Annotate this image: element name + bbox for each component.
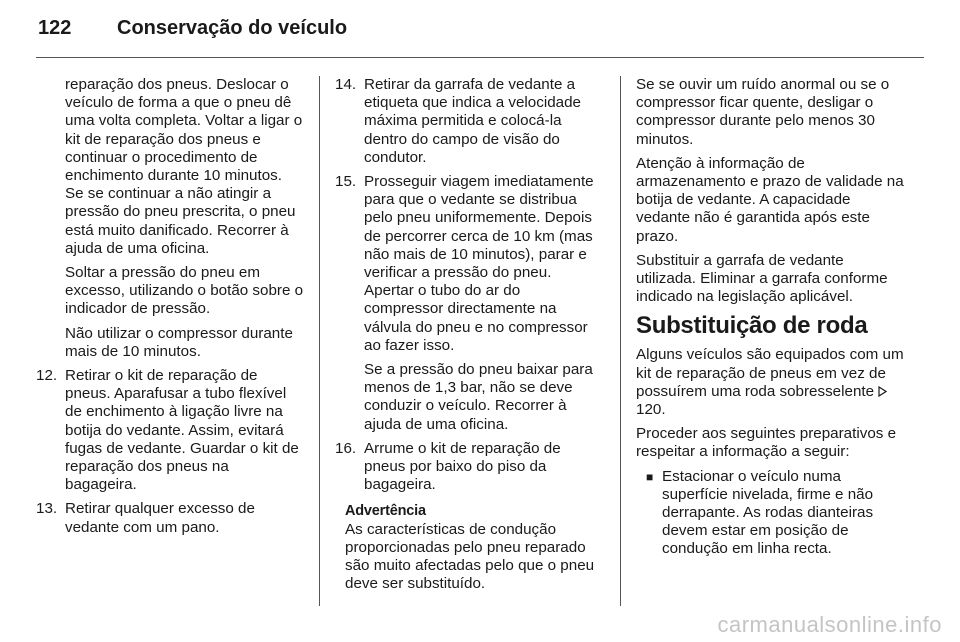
list-text: Retirar qualquer excesso de vedante com um pano. xyxy=(65,500,255,536)
paragraph: Proceder aos seguintes preparativos e respeitar a informação a seguir: xyxy=(636,425,897,461)
paragraph: Se a pressão do pneu baixar para menos de 1,3 bar, não se deve conduzir o veículo. Recorrer à ajuda de uma oficina. xyxy=(364,361,593,433)
list-item xyxy=(335,440,603,495)
bullet-square-icon: ■ xyxy=(646,469,654,484)
list-item xyxy=(335,76,603,167)
bullet-text: Estacionar o veículo numa superfície nivelada, firme e não derrapante. As rodas dianteiras devem estar em posição de condução em linha recta. xyxy=(662,467,874,558)
watermark: carmanualsonline.info xyxy=(717,612,942,637)
paragraph: Substituir a garrafa de vedante utilizada. Eliminar a garrafa conforme indicado na legislação aplicável. xyxy=(636,251,888,306)
section-title: Substituição de roda xyxy=(636,312,868,340)
bullet-item xyxy=(636,468,904,559)
warning-text: As características de condução proporcionadas pelo pneu reparado são muito afectadas pelo que o pneu deve ser substituído. xyxy=(345,520,595,593)
paragraph xyxy=(636,346,904,419)
list-text: Retirar o kit de reparação de pneus. Aparafusar a tubo flexível de enchimento à ligação livre na botija do vedante. Assim, evitará fugas de vedante. Guardar o kit de reparação dos pneus na bagageira. xyxy=(65,367,299,494)
list-number: 16. xyxy=(335,439,357,457)
paragraph: Se se ouvir um ruído anormal ou se o compressor ficar quente, desligar o compressor durante pelo menos 30 minutos. xyxy=(636,76,890,148)
column-divider xyxy=(620,76,621,606)
column-3 xyxy=(636,76,904,559)
list-number: 14. xyxy=(335,76,357,93)
column-2 xyxy=(335,76,603,593)
paragraph: Atenção à informação de armazenamento e prazo de validade na botija de vedante. A capacidade vedante não é garantida após este prazo. xyxy=(636,154,904,245)
paragraph-text: Alguns veículos são equipados com um kit de reparação de pneus em vez de possuírem uma roda sobresselente xyxy=(636,346,904,400)
column-1 xyxy=(36,76,304,543)
list-number: 13. xyxy=(36,500,58,518)
warning-title: Advertência xyxy=(345,503,426,520)
column-divider xyxy=(319,76,320,606)
page-number: 122 xyxy=(38,17,72,39)
paragraph: Prosseguir viagem imediatamente para que o vedante se distribua pelo pneu uniformemente. Depois de percorrer cerca de 10 km (mas não mais de 10 minutos), parar e verificar a pressão do pneu. Apertar o tubo do ar do compressor directamente na válvula do pneu e no compressor ao fazer isso. xyxy=(364,173,594,354)
list-text xyxy=(364,173,603,434)
paragraph: reparação dos pneus. Deslocar o veículo de forma a que o pneu dê uma volta completa. Voltar a ligar o kit de reparação dos pneus e continuar o procedimento de enchimento durante 10 minutos. Se se continuar a não atingir a pressão do pneu prescrita, o pneu está muito danificado. Recorrer à ajuda de uma oficina. xyxy=(65,76,303,257)
paragraph: Soltar a pressão do pneu em excesso, utilizando o botão sobre o indicador de pressão. xyxy=(65,264,304,318)
header-rule xyxy=(36,57,924,58)
page-header xyxy=(0,0,960,58)
list-item xyxy=(36,500,304,536)
list-text: Retirar da garrafa de vedante a etiqueta que indica a velocidade máxima permitida e colocá-la dentro do campo de visão do condutor. xyxy=(364,76,582,166)
list-item xyxy=(36,367,304,494)
paragraph: Não utilizar o compressor durante mais de 10 minutos. xyxy=(65,324,293,360)
page-title: Conservação do veículo xyxy=(117,17,348,39)
page-ref-arrow-icon xyxy=(878,386,887,397)
list-text: Arrume o kit de reparação de pneus por baixo do piso da bagageira. xyxy=(364,439,561,494)
list-number: 12. xyxy=(36,367,58,385)
page-ref: 120. xyxy=(636,401,666,419)
list-number: 15. xyxy=(335,173,357,191)
list-item xyxy=(335,173,603,434)
warning-block xyxy=(335,502,603,593)
